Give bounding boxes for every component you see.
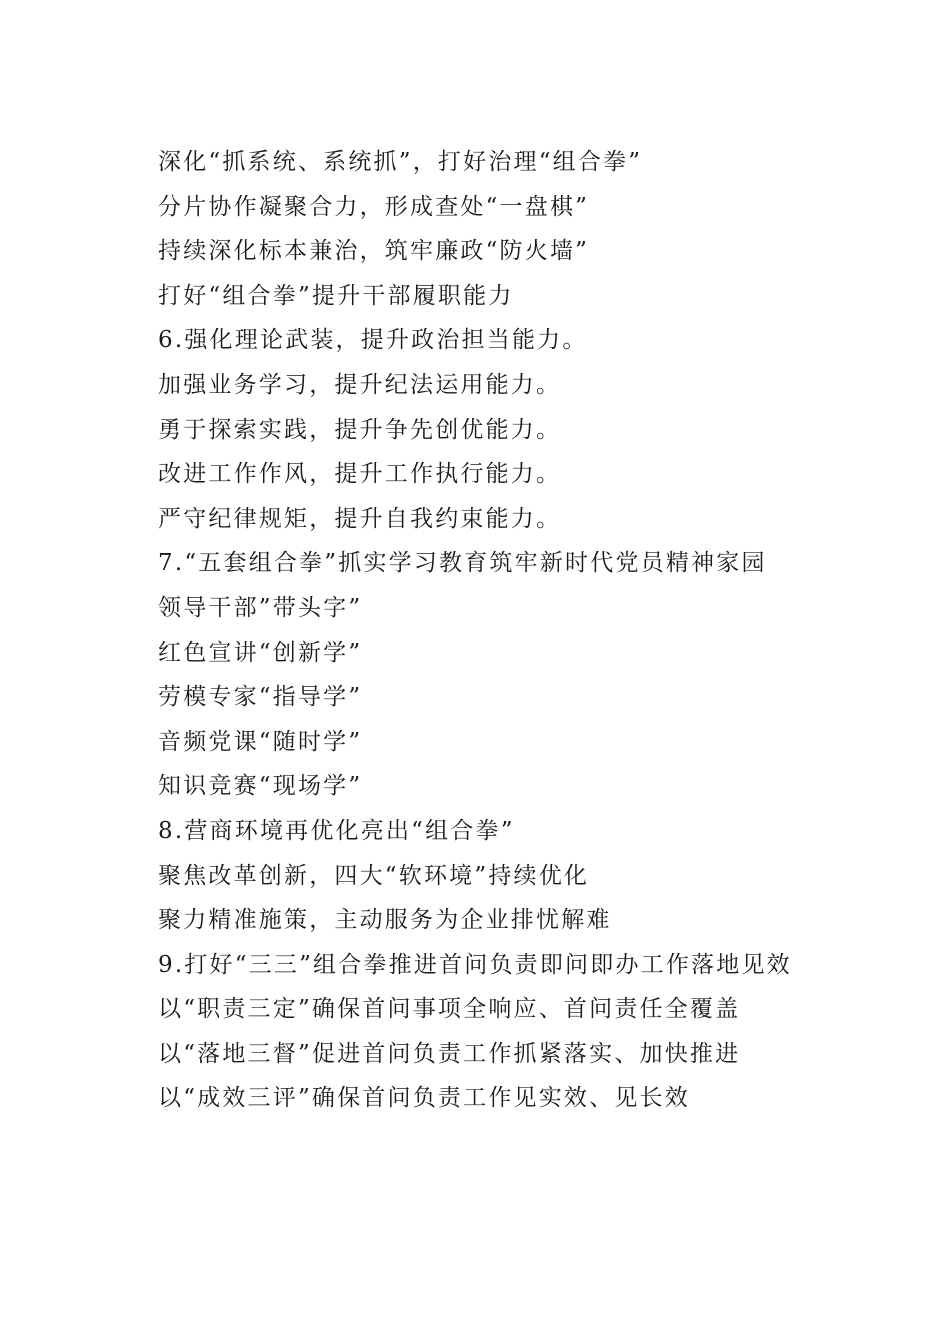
- section-heading-9: 9.打好“三三”组合拳推进首问负责即问即办工作落地见效: [158, 951, 792, 978]
- text-line: 领导干部”带头字”: [158, 594, 363, 621]
- text-line: 深化“抓系统、系统抓”，打好治理“组合拳”: [158, 149, 643, 175]
- text-line: 持续深化标本兼治，筑牢廉政“防火墙”: [158, 238, 590, 265]
- text-line: 加强业务学习，提升纪法运用能力。: [158, 371, 562, 398]
- text-line: 音频党课“随时学”: [158, 728, 363, 755]
- text-line: 以“职责三定”确保首问事项全响应、首问责任全覆盖: [158, 996, 741, 1023]
- text-line: 聚力精准施策，主动服务为企业排忧解难: [158, 907, 612, 934]
- text-line: 勇于探索实践，提升争先创优能力。: [158, 416, 562, 443]
- section-heading-8: 8.营商环境再优化亮出“组合拳”: [158, 817, 515, 844]
- text-line: 以“落地三督”促进首问负责工作抓紧落实、加快推进: [158, 1040, 741, 1067]
- text-line: 以“成效三评”确保首问负责工作见实效、见长效: [158, 1085, 690, 1112]
- text-line: 红色宣讲“创新学”: [158, 639, 363, 666]
- text-line: 严守纪律规矩，提升自我约束能力。: [158, 505, 562, 532]
- text-line: 分片协作凝聚合力，形成查处“一盘棋”: [158, 193, 590, 220]
- text-line: 打好“组合拳”提升干部履职能力: [158, 282, 514, 309]
- text-line: 知识竞赛“现场学”: [158, 773, 363, 800]
- section-heading-7: 7.“五套组合拳”抓实学习教育筑牢新时代党员精神家园: [158, 550, 767, 577]
- section-heading-6: 6.强化理论武装，提升政治担当能力。: [158, 327, 588, 354]
- text-line: 劳模专家“指导学”: [158, 684, 363, 711]
- text-line: 聚焦改革创新，四大“软环境”持续优化: [158, 862, 590, 889]
- document-body: [158, 140, 838, 1121]
- text-line: 改进工作作风，提升工作执行能力。: [158, 461, 562, 488]
